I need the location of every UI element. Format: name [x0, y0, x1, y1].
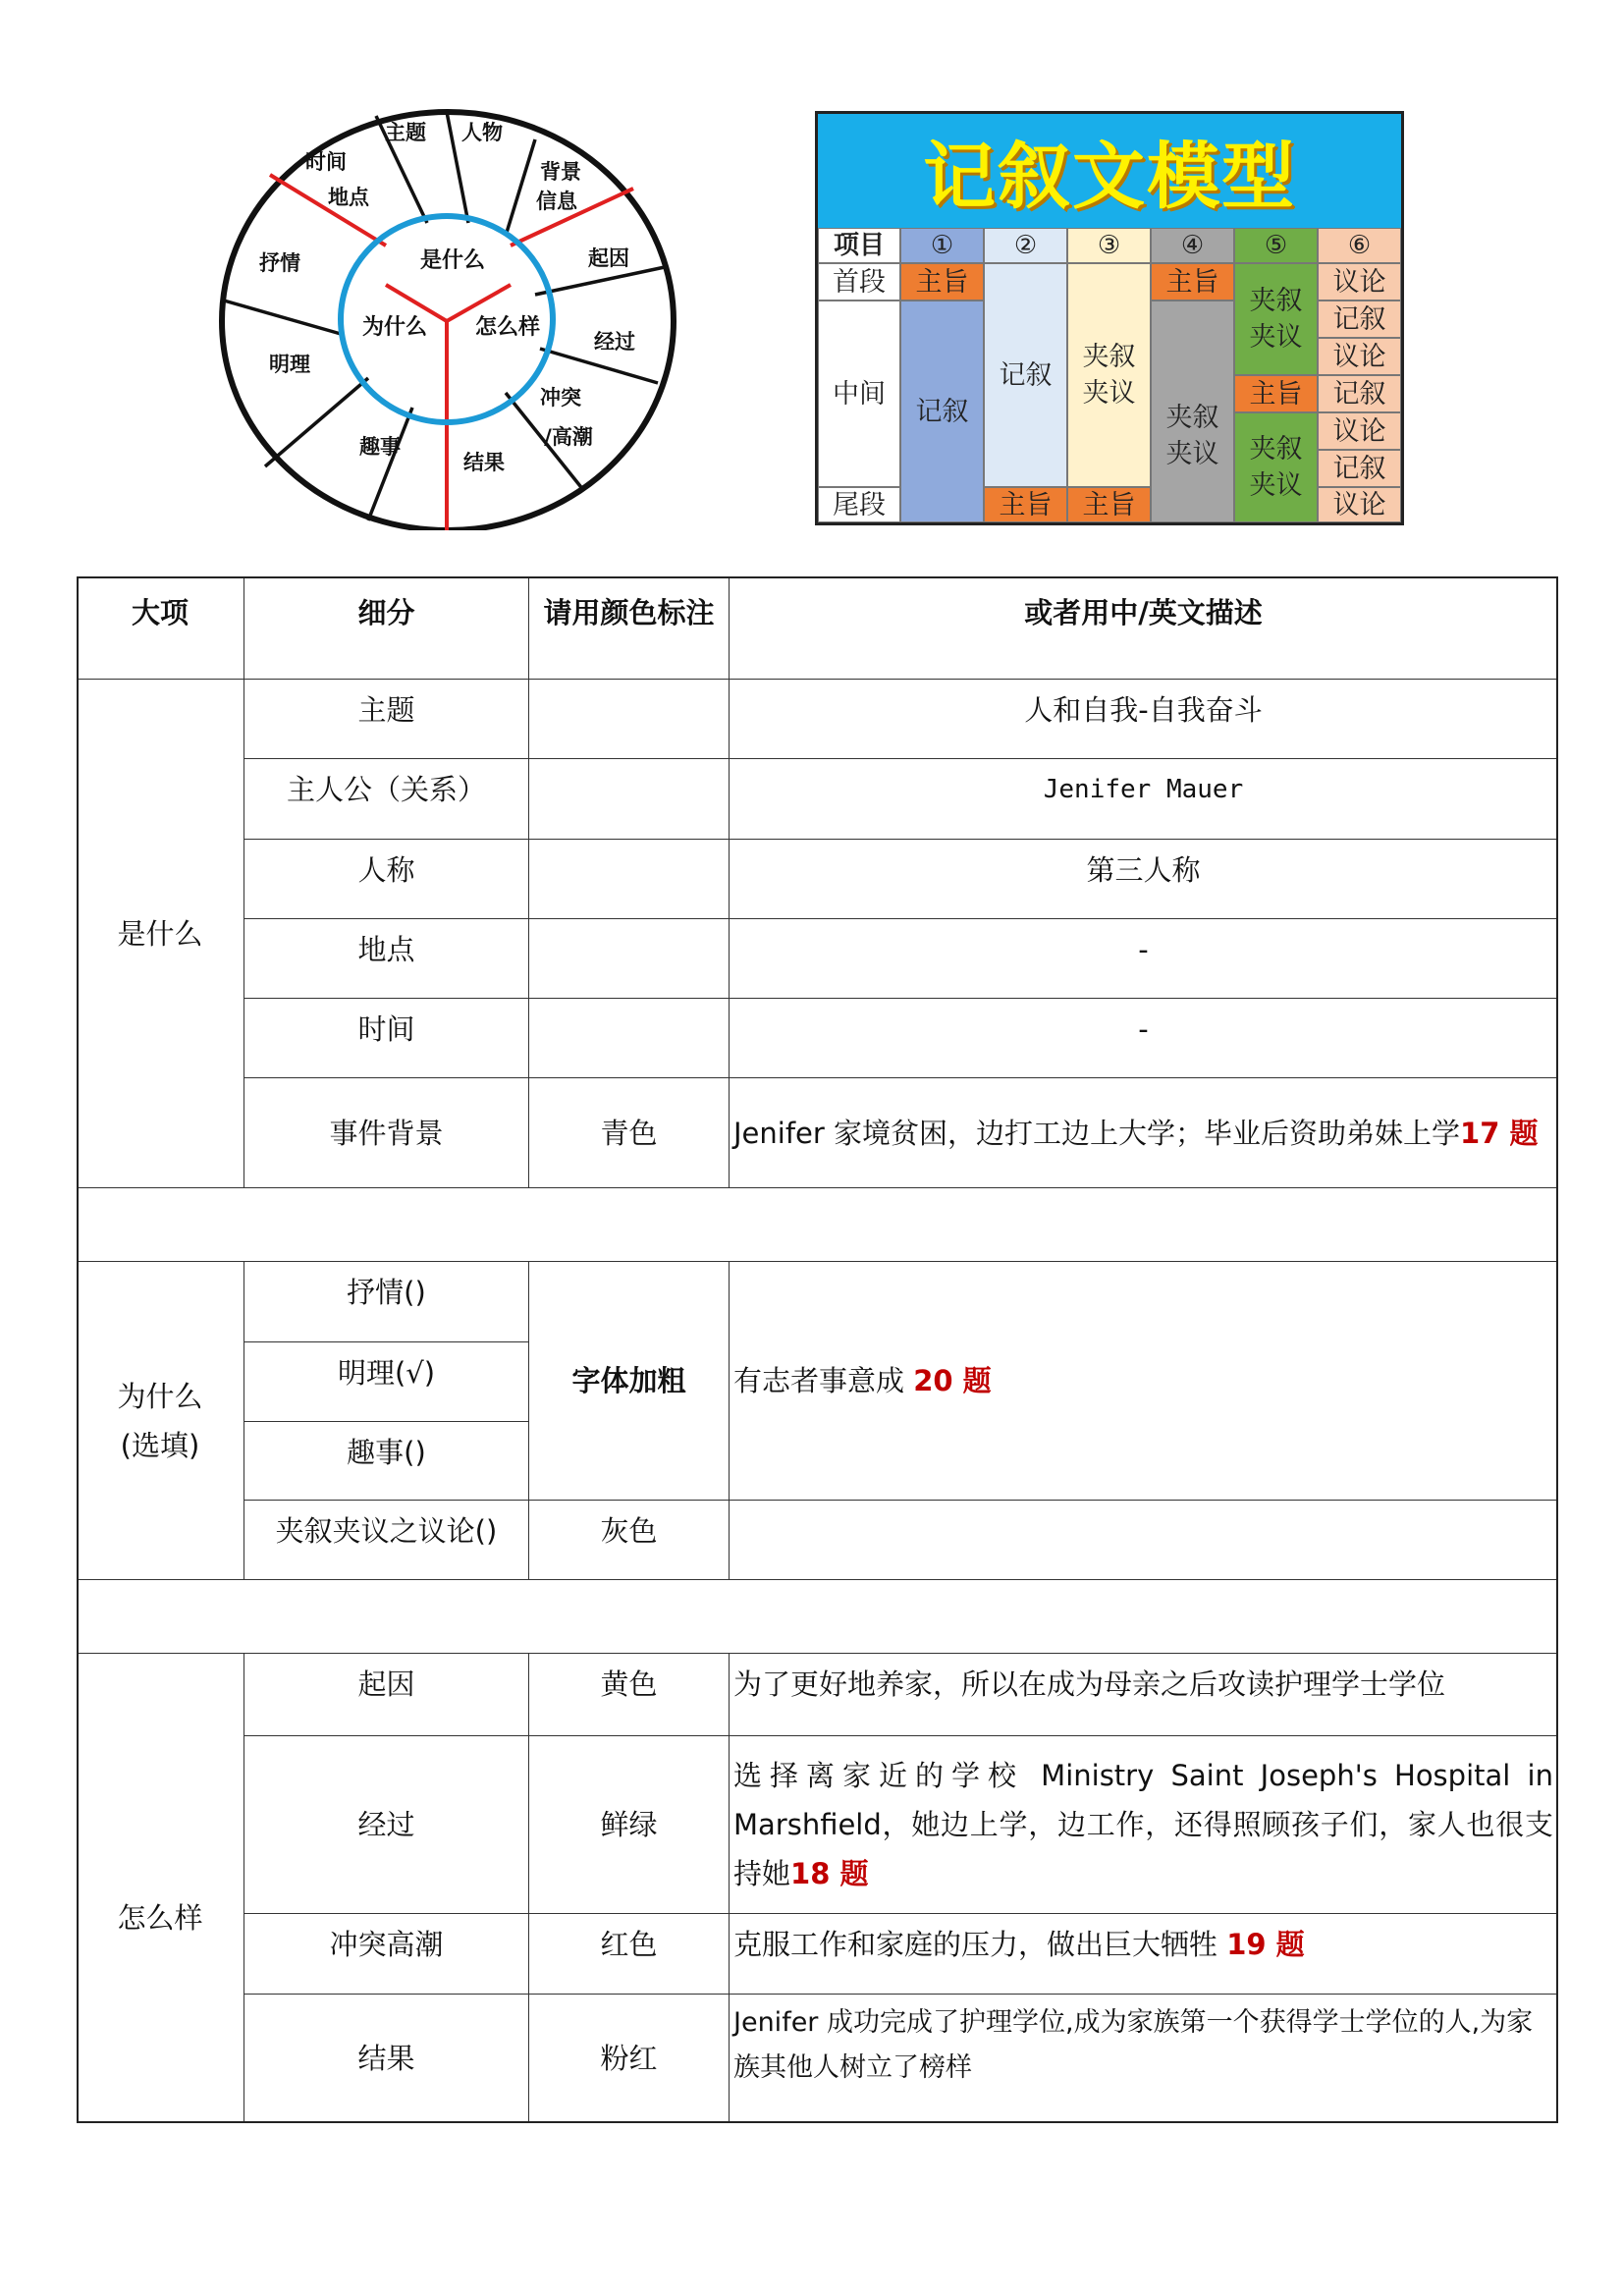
model-c3-last: 主旨 [1067, 487, 1151, 522]
how-color-result[interactable]: 粉红 [529, 1995, 730, 2123]
model-c6-2: 记叙 [1318, 301, 1401, 338]
why-desc-text: 有志者事意成 [733, 1364, 905, 1397]
what-color-protagonist[interactable] [529, 759, 730, 840]
section-why-title: 为什么 [117, 1379, 203, 1413]
model-header-3: ③ [1067, 228, 1151, 263]
why-sub-commentary[interactable]: 夹叙夹议之议论() [244, 1501, 529, 1580]
how-sub-result: 结果 [244, 1995, 529, 2123]
wheel-label-person: 人物 [461, 121, 503, 144]
what-color-background[interactable]: 青色 [529, 1078, 730, 1188]
how-sub-cause: 起因 [244, 1654, 529, 1736]
wheel-label-why: 为什么 [361, 315, 428, 340]
model-c6-3: 议论 [1318, 338, 1401, 375]
what-color-person[interactable] [529, 840, 730, 919]
narrative-wheel-diagram [211, 98, 692, 530]
spacer-row-1 [77, 1188, 1558, 1262]
model-header-4: ④ [1151, 228, 1234, 263]
what-color-place[interactable] [529, 919, 730, 999]
model-c2-body: 记叙 [984, 263, 1067, 487]
model-c6-6: 记叙 [1318, 450, 1401, 487]
header-color: 请用颜色标注 [529, 576, 730, 680]
wheel-label-time: 时间 [305, 150, 347, 174]
model-row-middle: 中间 [818, 301, 900, 487]
model-header-2: ② [984, 228, 1067, 263]
wheel-label-place: 地点 [328, 186, 369, 209]
how-sub-process: 经过 [244, 1736, 529, 1914]
how-desc-conflict-text: 克服工作和家庭的压力，做出巨大牺牲 [733, 1928, 1218, 1961]
model-c5-bottom: 夹叙 夹议 [1234, 412, 1318, 522]
what-sub-time: 时间 [244, 999, 529, 1078]
how-desc-conflict[interactable] [730, 1914, 1558, 1995]
what-desc-protagonist[interactable]: Jenifer Mauer [730, 759, 1558, 840]
what-desc-place[interactable]: - [730, 919, 1558, 999]
wheel-label-what: 是什么 [419, 248, 486, 273]
wheel-label-reason: 明理 [269, 353, 310, 376]
wheel-label-process: 经过 [594, 330, 635, 354]
model-c6-5: 议论 [1318, 412, 1401, 450]
what-sub-person: 人称 [244, 840, 529, 919]
header-sub: 细分 [244, 576, 529, 680]
what-sub-topic: 主题 [244, 680, 529, 759]
why-style-bold[interactable]: 字体加粗 [529, 1262, 730, 1501]
how-desc-cause[interactable]: 为了更好地养家，所以在成为母亲之后攻读护理学士学位 [730, 1654, 1558, 1736]
why-desc-commentary[interactable] [730, 1501, 1558, 1580]
how-desc-process[interactable] [730, 1736, 1558, 1914]
header-major: 大项 [77, 576, 244, 680]
section-why-label [77, 1262, 244, 1580]
model-c6-4: 记叙 [1318, 375, 1401, 412]
section-why-optional: (选填) [120, 1428, 200, 1462]
what-desc-background-text: Jenifer 家境贫困，边打工边上大学；毕业后资助弟妹上学 [733, 1116, 1461, 1150]
what-desc-topic[interactable]: 人和自我-自我奋斗 [730, 680, 1558, 759]
what-desc-background[interactable] [730, 1078, 1558, 1188]
header-description: 或者用中/英文描述 [730, 576, 1558, 680]
what-question-ref: 17 题 [1460, 1116, 1539, 1150]
model-banner [818, 114, 1401, 228]
how-desc-process-text: 选择离家近的学校 Ministry Saint Joseph's Hospital in Marshfield，她边上学，边工作，还得照顾孩子们，家人也很支持她 [733, 1759, 1553, 1890]
how-color-conflict[interactable]: 红色 [529, 1914, 730, 1995]
how-sub-conflict: 冲突高潮 [244, 1914, 529, 1995]
why-question-ref: 20 题 [913, 1364, 992, 1397]
what-sub-background: 事件背景 [244, 1078, 529, 1188]
wheel-label-conflict-1: 冲突 [540, 386, 581, 410]
model-c6-7: 议论 [1318, 487, 1401, 522]
what-color-time[interactable] [529, 999, 730, 1078]
why-sub-fun[interactable]: 趣事() [244, 1422, 529, 1501]
how-desc-result[interactable]: Jenifer 成功完成了护理学位,成为家族第一个获得学士学位的人,为家族其他人树立了榜样 [730, 1995, 1558, 2123]
how-color-process[interactable]: 鲜绿 [529, 1736, 730, 1914]
spacer-row-2 [77, 1580, 1558, 1654]
why-color-commentary[interactable]: 灰色 [529, 1501, 730, 1580]
model-c3-body: 夹叙 夹议 [1067, 263, 1151, 487]
wheel-label-background-2: 信息 [536, 190, 577, 213]
wheel-label-background-1: 背景 [540, 160, 581, 184]
wheel-label-conflict-2: /高潮 [544, 425, 593, 449]
wheel-label-cause: 起因 [588, 246, 629, 270]
model-c4-first: 主旨 [1151, 263, 1234, 301]
model-header-6: ⑥ [1318, 228, 1401, 263]
section-how-label: 怎么样 [77, 1654, 244, 2123]
wheel-label-topic: 主题 [385, 121, 426, 144]
model-row-last: 尾段 [818, 487, 900, 522]
what-sub-protagonist: 主人公（关系） [244, 759, 529, 840]
what-desc-person[interactable]: 第三人称 [730, 840, 1558, 919]
how-process-question-ref: 18 题 [790, 1857, 869, 1890]
how-color-cause[interactable]: 黄色 [529, 1654, 730, 1736]
why-sub-reason[interactable]: 明理(√) [244, 1342, 529, 1422]
wheel-label-emotion: 抒情 [259, 251, 300, 275]
model-title: 记叙文模型 [923, 135, 1296, 219]
narrative-model-grid [815, 111, 1404, 525]
model-c4-body: 夹叙 夹议 [1151, 301, 1234, 522]
wheel-label-fun: 趣事 [359, 435, 401, 459]
wheel-label-how: 怎么样 [474, 315, 541, 340]
model-c1-body: 记叙 [900, 301, 984, 522]
what-desc-time[interactable]: - [730, 999, 1558, 1078]
model-c5-top: 夹叙 夹议 [1234, 263, 1318, 375]
why-sub-emotion[interactable]: 抒情() [244, 1262, 529, 1342]
how-conflict-question-ref: 19 题 [1226, 1928, 1305, 1961]
model-header-item: 项目 [818, 228, 900, 263]
model-header-1: ① [900, 228, 984, 263]
model-row-first: 首段 [818, 263, 900, 301]
what-sub-place: 地点 [244, 919, 529, 999]
model-c6-1: 议论 [1318, 263, 1401, 301]
section-what-label: 是什么 [77, 680, 244, 1188]
model-c2-last: 主旨 [984, 487, 1067, 522]
wheel-label-result: 结果 [463, 451, 505, 474]
narrative-analysis-table [77, 576, 1558, 2123]
model-header-5: ⑤ [1234, 228, 1318, 263]
model-c1-first: 主旨 [900, 263, 984, 301]
model-c5-mid: 主旨 [1234, 375, 1318, 412]
what-color-topic[interactable] [529, 680, 730, 759]
why-desc[interactable] [730, 1262, 1558, 1501]
